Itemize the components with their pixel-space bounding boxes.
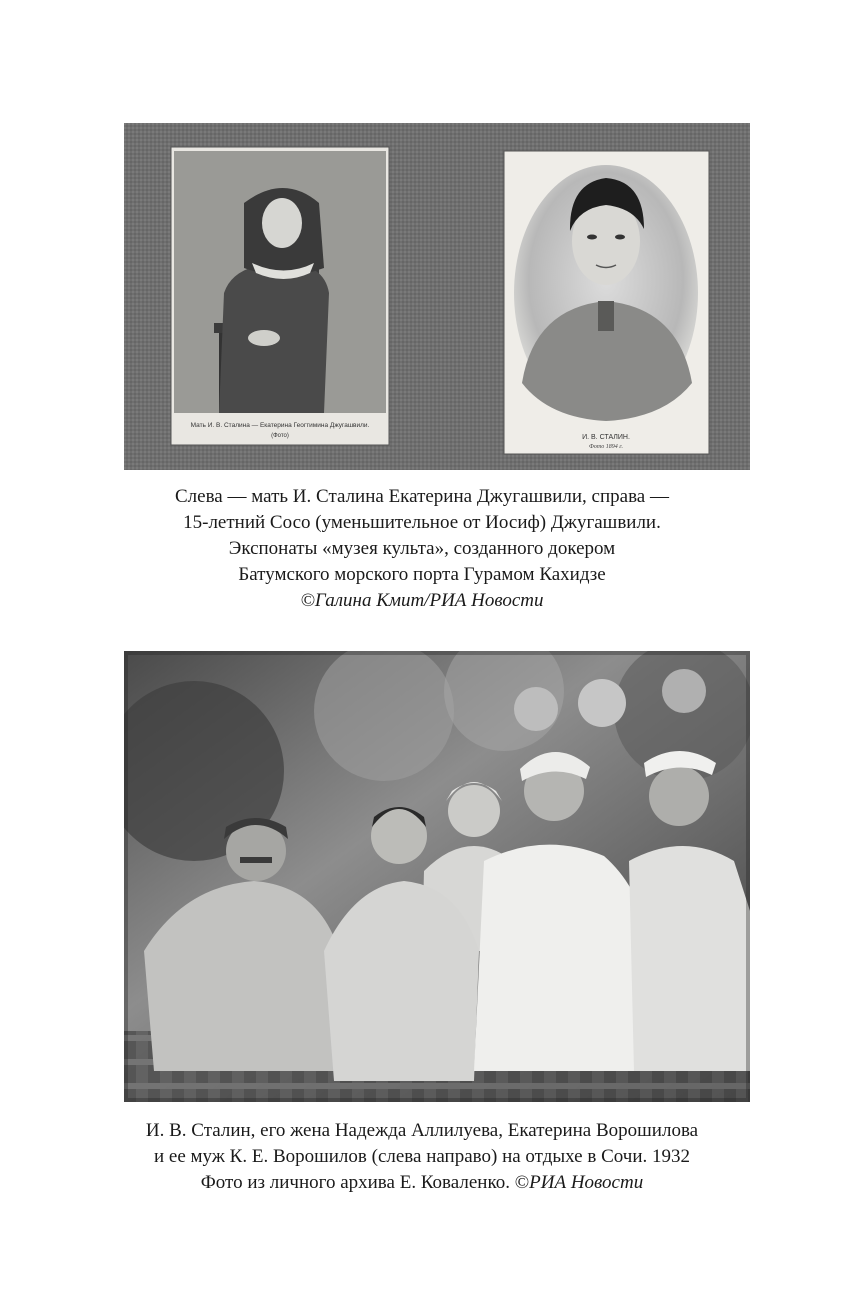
copyright-sign: © bbox=[300, 590, 315, 611]
son-postcard bbox=[504, 151, 709, 454]
mother-card-sublabel: (Фото) bbox=[271, 433, 289, 439]
credit-text: РИА Новости bbox=[529, 1172, 644, 1193]
caption-line: И. В. Сталин, его жена Надежда Аллилуева, Екатерина Ворошилова bbox=[145, 1120, 699, 1141]
photo-credit bbox=[100, 588, 744, 614]
museum-photo bbox=[124, 123, 750, 470]
son-card-label: И. В. СТАЛИН. bbox=[582, 434, 630, 441]
caption-line bbox=[100, 1170, 744, 1196]
caption-line: 15-летний Сосо (уменьшительное от Иосиф) Джугашвили. bbox=[183, 512, 661, 533]
son-card-sublabel: Фото 1894 г. bbox=[589, 444, 623, 450]
caption-line: Экспонаты «музея культа», созданного докером bbox=[228, 538, 616, 559]
credit-text: Галина Кмит/РИА Новости bbox=[314, 590, 544, 611]
caption-museum-photo bbox=[100, 484, 744, 614]
mother-card-label: Мать И. В. Сталина — Екатерина Геогтимина Джугашвили. bbox=[190, 422, 370, 429]
group-photo bbox=[124, 651, 750, 1102]
caption-text: Фото из личного архива Е. Коваленко. © bbox=[200, 1172, 530, 1193]
caption-line: Батумского морского порта Гурамом Кахидзе bbox=[238, 564, 606, 585]
caption-line: Слева — мать И. Сталина Екатерина Джугашвили, справа — bbox=[175, 486, 669, 507]
caption-line: и ее муж К. Е. Ворошилов (слева направо) на отдыхе в Сочи. 1932 bbox=[153, 1146, 690, 1167]
mother-postcard bbox=[171, 147, 389, 445]
caption-group-photo bbox=[100, 1118, 744, 1196]
